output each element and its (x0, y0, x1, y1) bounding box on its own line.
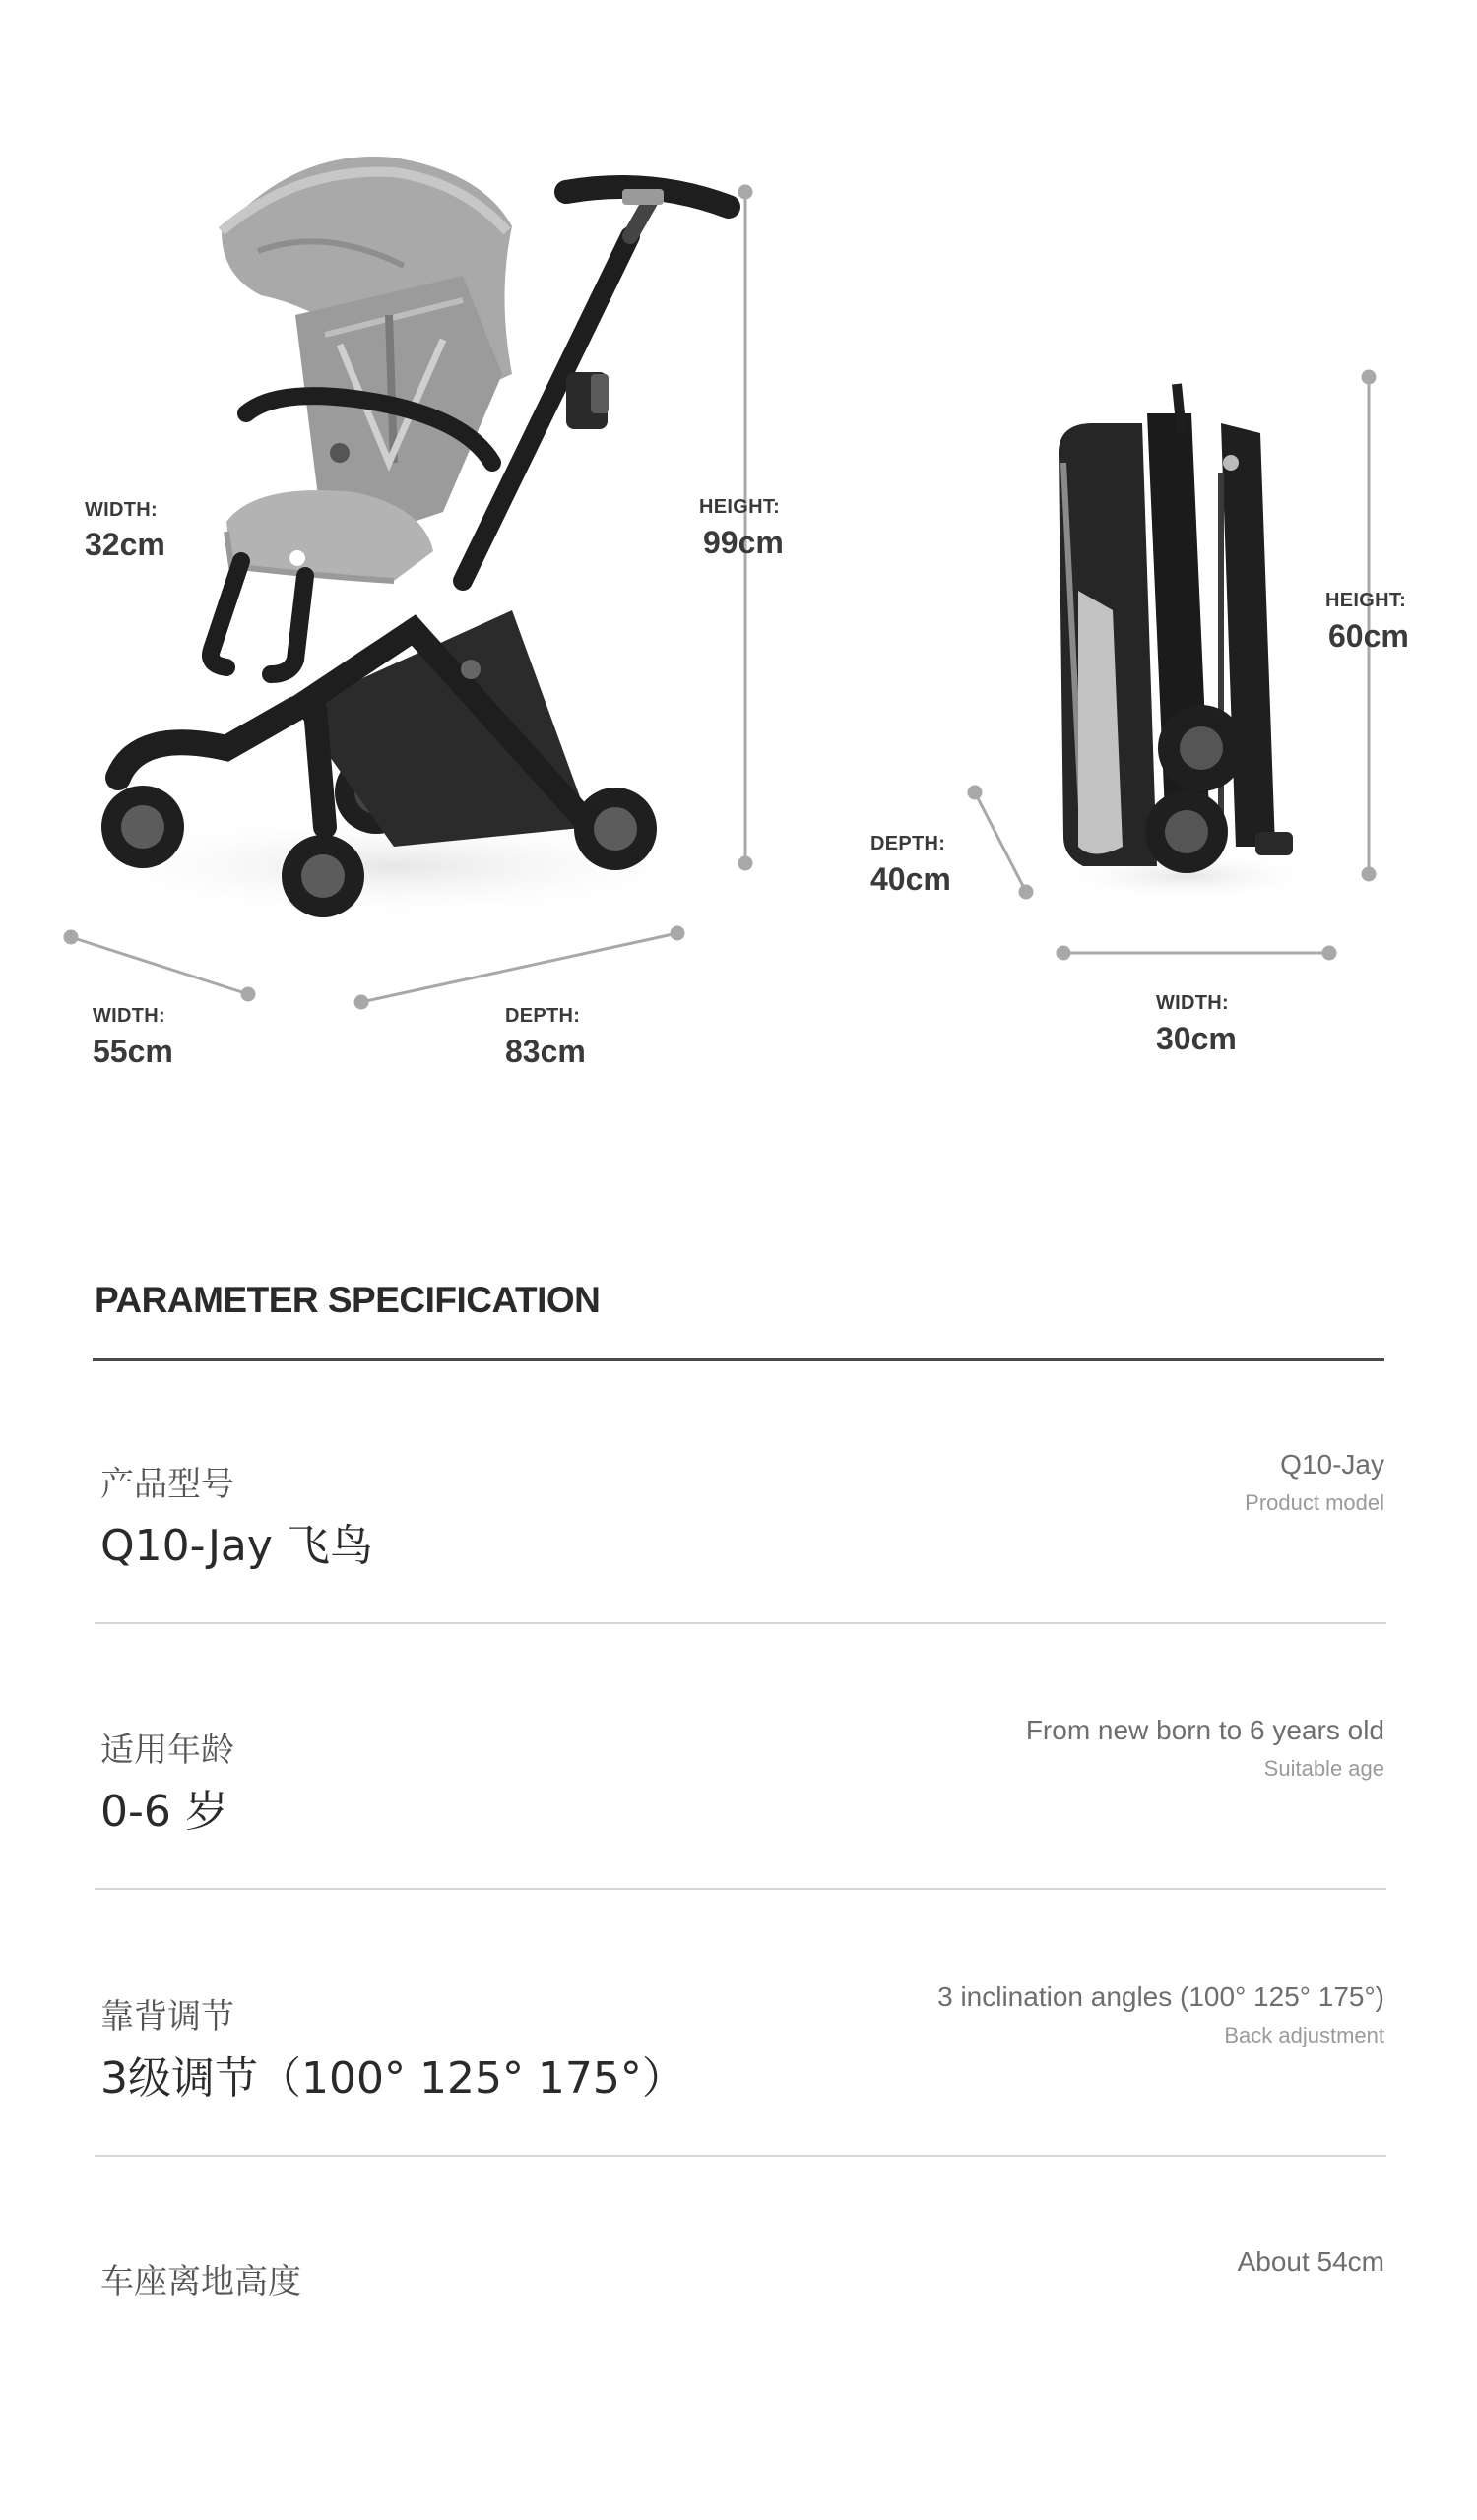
unfolded-height-value: 99cm (703, 525, 784, 560)
spec-row-suitable-age (95, 1715, 1384, 1988)
row-divider (95, 2155, 1386, 2157)
folded-height-value: 60cm (1328, 618, 1409, 654)
spec-zh-label: 适用年龄 (100, 1731, 234, 1770)
stroller-folded-illustration (1049, 384, 1324, 901)
base-width-value: 55cm (93, 1034, 173, 1069)
spec-en-value: About 54cm (1237, 2246, 1384, 2277)
folded-depth-label: DEPTH: (870, 833, 946, 854)
spec-en-value: 3 inclination angles (100° 125° 175°) (937, 1982, 1384, 2012)
seat-width-label: WIDTH: (85, 499, 158, 521)
base-width-label: WIDTH: (93, 1005, 165, 1027)
folded-width-value: 30cm (1156, 1021, 1237, 1056)
spec-en-label: Back adjustment (1224, 2023, 1384, 2048)
spec-zh-value: 0-6 岁 (100, 1787, 228, 1837)
spec-en-value: From new born to 6 years old (1025, 1715, 1384, 1745)
spec-row-product-model (95, 1449, 1384, 1723)
spec-en-label: Product model (1245, 1490, 1384, 1515)
title-divider (93, 1358, 1384, 1361)
spec-row-back-adjustment (95, 1982, 1384, 2255)
spec-en-label: Suitable age (1263, 1756, 1384, 1781)
unfolded-depth-label: DEPTH: (505, 1005, 581, 1027)
seat-width-value: 32cm (85, 527, 165, 562)
unfolded-depth-value: 83cm (505, 1034, 586, 1069)
spec-zh-label: 产品型号 (100, 1465, 234, 1504)
folded-depth-value: 40cm (870, 861, 951, 897)
folded-height-label: HEIGHT: (1325, 590, 1407, 611)
section-title: PARAMETER SPECIFICATION (95, 1280, 601, 1320)
row-divider (95, 1888, 1386, 1890)
spec-row-seat-height (95, 2246, 1384, 2520)
spec-zh-value: 3级调节（100° 125° 175°） (100, 2053, 685, 2104)
spec-en-value: Q10-Jay (1280, 1449, 1384, 1480)
folded-width-label: WIDTH: (1156, 992, 1229, 1014)
unfolded-height-label: HEIGHT: (699, 496, 781, 518)
spec-zh-label: 车座离地高度 (100, 2262, 301, 2301)
row-divider (95, 1622, 1386, 1624)
spec-zh-value: Q10-Jay 飞鸟 (100, 1521, 373, 1571)
spec-zh-label: 靠背调节 (100, 1997, 234, 2037)
